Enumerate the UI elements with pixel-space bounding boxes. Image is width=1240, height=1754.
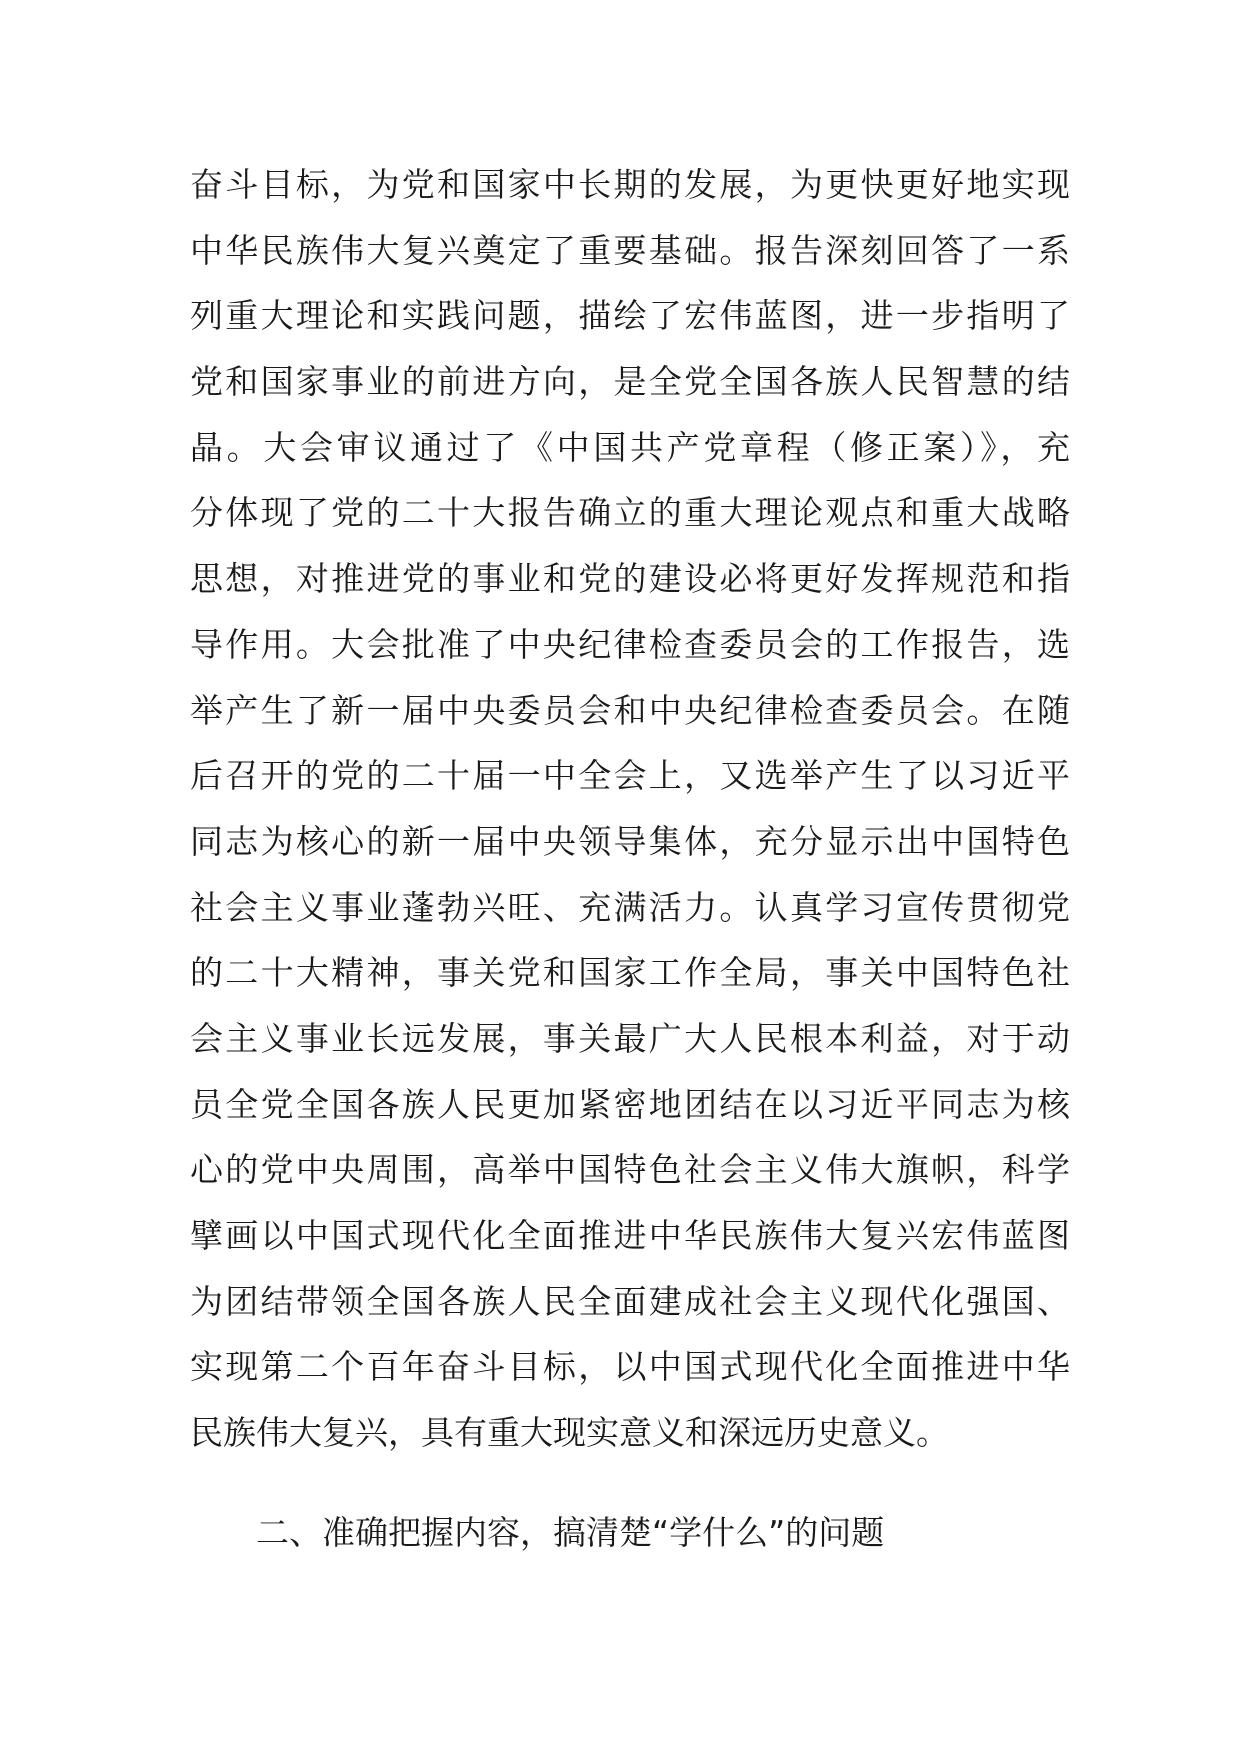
section-heading: 二、准确把握内容，搞清楚“学什么”的问题 bbox=[256, 1513, 885, 1552]
paragraph-line-4: 党和国家事业的前进方向，是全党全国各族人民智慧的结 bbox=[190, 362, 1070, 402]
paragraph-line-15: 员全党全国各族人民更加紧密地团结在以习近平同志为核 bbox=[190, 1084, 1070, 1124]
paragraph-line-14: 会主义事业长远发展，事关最广大人民根本利益，对于动 bbox=[190, 1018, 1070, 1058]
paragraph-line-12: 社会主义事业蓬勃兴旺、充满活力。认真学习宣传贯彻党 bbox=[190, 887, 1070, 927]
paragraph-line-19: 实现第二个百年奋斗目标，以中国式现代化全面推进中华 bbox=[190, 1347, 1070, 1387]
paragraph-line-13: 的二十大精神，事关党和国家工作全局，事关中国特色社 bbox=[190, 953, 1070, 993]
paragraph-line-9: 举产生了新一届中央委员会和中央纪律检查委员会。在随 bbox=[190, 690, 1070, 730]
paragraph-line-10: 后召开的党的二十届一中全会上，又选举产生了以习近平 bbox=[190, 756, 1070, 796]
paragraph-line-11: 同志为核心的新一届中央领导集体，充分显示出中国特色 bbox=[190, 821, 1070, 861]
paragraph-line-2: 中华民族伟大复兴奠定了重要基础。报告深刻回答了一系 bbox=[190, 230, 1070, 270]
paragraph-line-17: 擘画以中国式现代化全面推进中华民族伟大复兴宏伟蓝图 bbox=[190, 1216, 1070, 1255]
body-paragraph bbox=[190, 152, 1070, 1466]
paragraph-line-8: 导作用。大会批准了中央纪律检查委员会的工作报告，选 bbox=[190, 624, 1070, 664]
paragraph-line-6: 分体现了党的二十大报告确立的重大理论观点和重大战略 bbox=[190, 493, 1070, 533]
paragraph-line-18: 为团结带领全国各族人民全面建成社会主义现代化强国、 bbox=[190, 1281, 1070, 1321]
paragraph-line-5: 晶。大会审议通过了《中国共产党章程（修正案）》，充 bbox=[190, 427, 1070, 467]
paragraph-line-16: 心的党中央周围，高举中国特色社会主义伟大旗帜，科学 bbox=[190, 1150, 1070, 1190]
paragraph-line-7: 思想，对推进党的事业和党的建设必将更好发挥规范和指 bbox=[190, 559, 1070, 599]
paragraph-line-3: 列重大理论和实践问题，描绘了宏伟蓝图，进一步指明了 bbox=[190, 296, 1070, 336]
paragraph-line-20: 民族伟大复兴，具有重大现实意义和深远历史意义。 bbox=[190, 1413, 949, 1453]
paragraph-line-1: 奋斗目标，为党和国家中长期的发展，为更快更好地实现 bbox=[190, 165, 1070, 204]
